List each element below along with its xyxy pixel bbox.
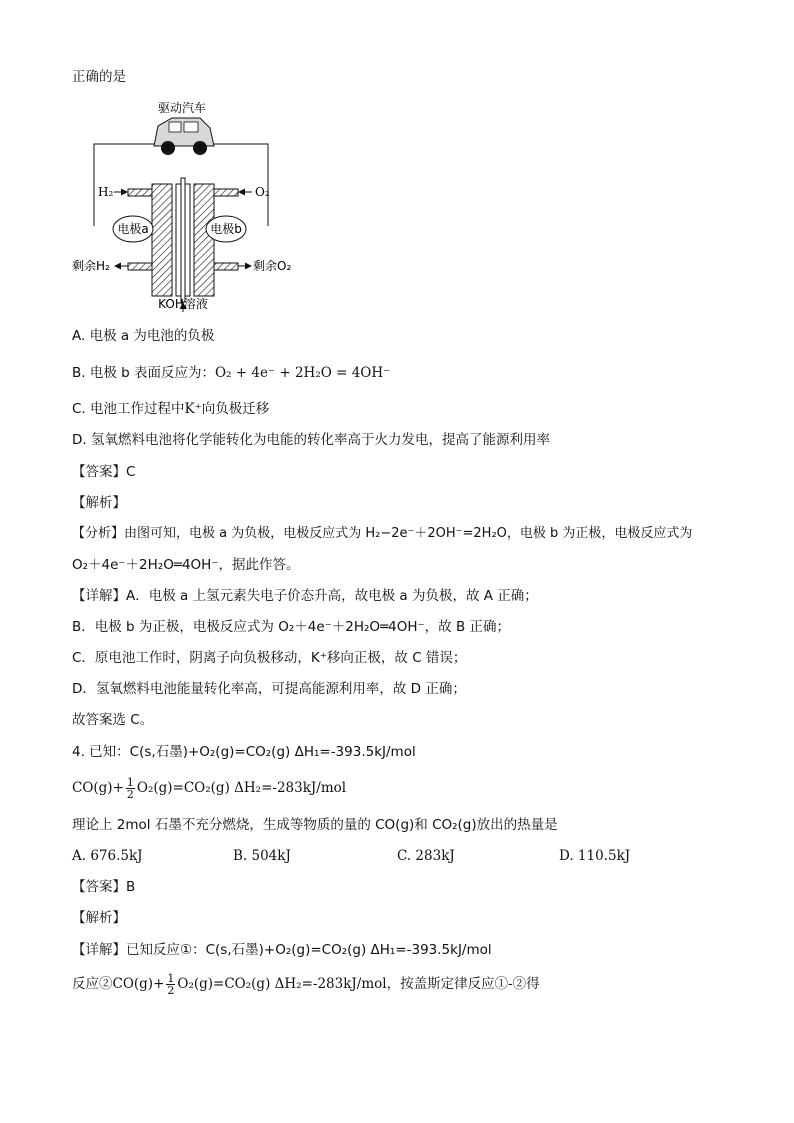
q3-option-b-equation: O₂ + 4e⁻ + 2H₂O = 4OH⁻ [215,365,391,381]
q3-analysis-line1: 【分析】由图可知，电极 a 为负极，电极反应式为 H₂−2e⁻＋2OH⁻=2H₂O，电极 b 为正极，电极反应式为 [72,526,693,541]
q3-detail-d: D．氢氧燃料电池能量转化率高，可提高能源利用率，故 D 正确； [72,681,466,697]
h2-in-label: H₂ [98,185,114,199]
q3-detail-c: C．原电池工作时，阴离子向负极移动，K⁺移向正极，故 C 错误； [72,650,467,666]
half-fraction: $\frac{1}{2}$ [126,775,134,801]
electrolyte-channel [181,178,185,302]
intro-text: 正确的是 [72,69,126,85]
q3-analysis-line2: O₂＋4e⁻＋2H₂O═4OH⁻，据此作答。 [72,557,300,573]
electrode-b-plate [194,184,214,296]
o2-out-label: 剩余O₂ [253,259,292,273]
q4-option-c: C. 283kJ [397,848,455,864]
q3-analysis-heading: 【解析】 [72,495,126,511]
car-label: 驱动汽车 [157,101,207,115]
electrode-a-label: 电极a [117,222,149,236]
q3-option-d: D. 氢氧燃料电池将化学能转化为电能的转化率高于火力发电，提高了能源利用率 [72,432,550,448]
h2-outlet-port [128,263,152,270]
electrode-a-plate [152,184,172,296]
membrane-left [176,184,181,296]
electrode-b-label: 电极b [210,222,242,236]
o2-in-label: O₂ [255,185,270,199]
q4-detail-line2: 反应②CO(g)+ $\frac{1}{2}$ O₂(g)=CO₂(g) ΔH₂=-283kJ/mol，按盖斯定律反应①-②得 [72,971,540,997]
q3-answer: 【答案】C [72,464,136,480]
q3-detail-a: 【详解】A．电极 a 上氢元素失电子价态升高，故电极 a 为负极，故 A 正确； [72,588,538,604]
q4-option-a: A. 676.5kJ [72,848,143,864]
q4-stem-line2: CO(g)+ $\frac{1}{2}$ O₂(g)=CO₂(g) ΔH₂=-283kJ/mol [72,775,347,801]
q3-option-b: B. 电极 b 表面反应为：O₂ + 4e⁻ + 2H₂O = 4OH⁻ [72,365,391,381]
q3-detail-b: B．电极 b 为正极，电极反应式为 O₂＋4e⁻＋2H₂O═4OH⁻，故 B 正确； [72,619,511,635]
q3-conclusion: 故答案选 C。 [72,712,154,728]
q4-option-d: D. 110.5kJ [559,848,631,864]
q3-option-c: C. 电池工作过程中K⁺向负极迁移 [72,401,270,417]
potassium-ion: K⁺ [184,401,202,417]
car-icon [154,118,214,155]
koh-label: KOH溶液 [158,297,208,311]
o2-outlet-port [214,263,238,270]
q4-analysis-heading: 【解析】 [72,910,126,926]
q3-option-a: A. 电极 a 为电池的负极 [72,328,215,344]
half-fraction-2: $\frac{1}{2}$ [167,971,175,997]
h2-out-label: 剩余H₂ [72,259,110,273]
h2-inlet-port [128,189,152,196]
q4-option-b: B. 504kJ [233,848,291,864]
q4-stem-line3: 理论上 2mol 石墨不充分燃烧，生成等物质的量的 CO(g)和 CO₂(g)放出的热量是 [72,817,558,833]
q4-detail-line1: 【详解】已知反应①：C(s,石墨)+O₂(g)=CO₂(g) ΔH₁=-393.5kJ/mol [72,942,492,958]
o2-inlet-port [214,189,238,196]
q4-stem-line1: 4. 已知：C(s,石墨)+O₂(g)=CO₂(g) ΔH₁=-393.5kJ/mol [72,744,416,760]
membrane-right [185,184,190,296]
fuel-cell-diagram [72,96,312,316]
q4-answer: 【答案】B [72,879,136,895]
